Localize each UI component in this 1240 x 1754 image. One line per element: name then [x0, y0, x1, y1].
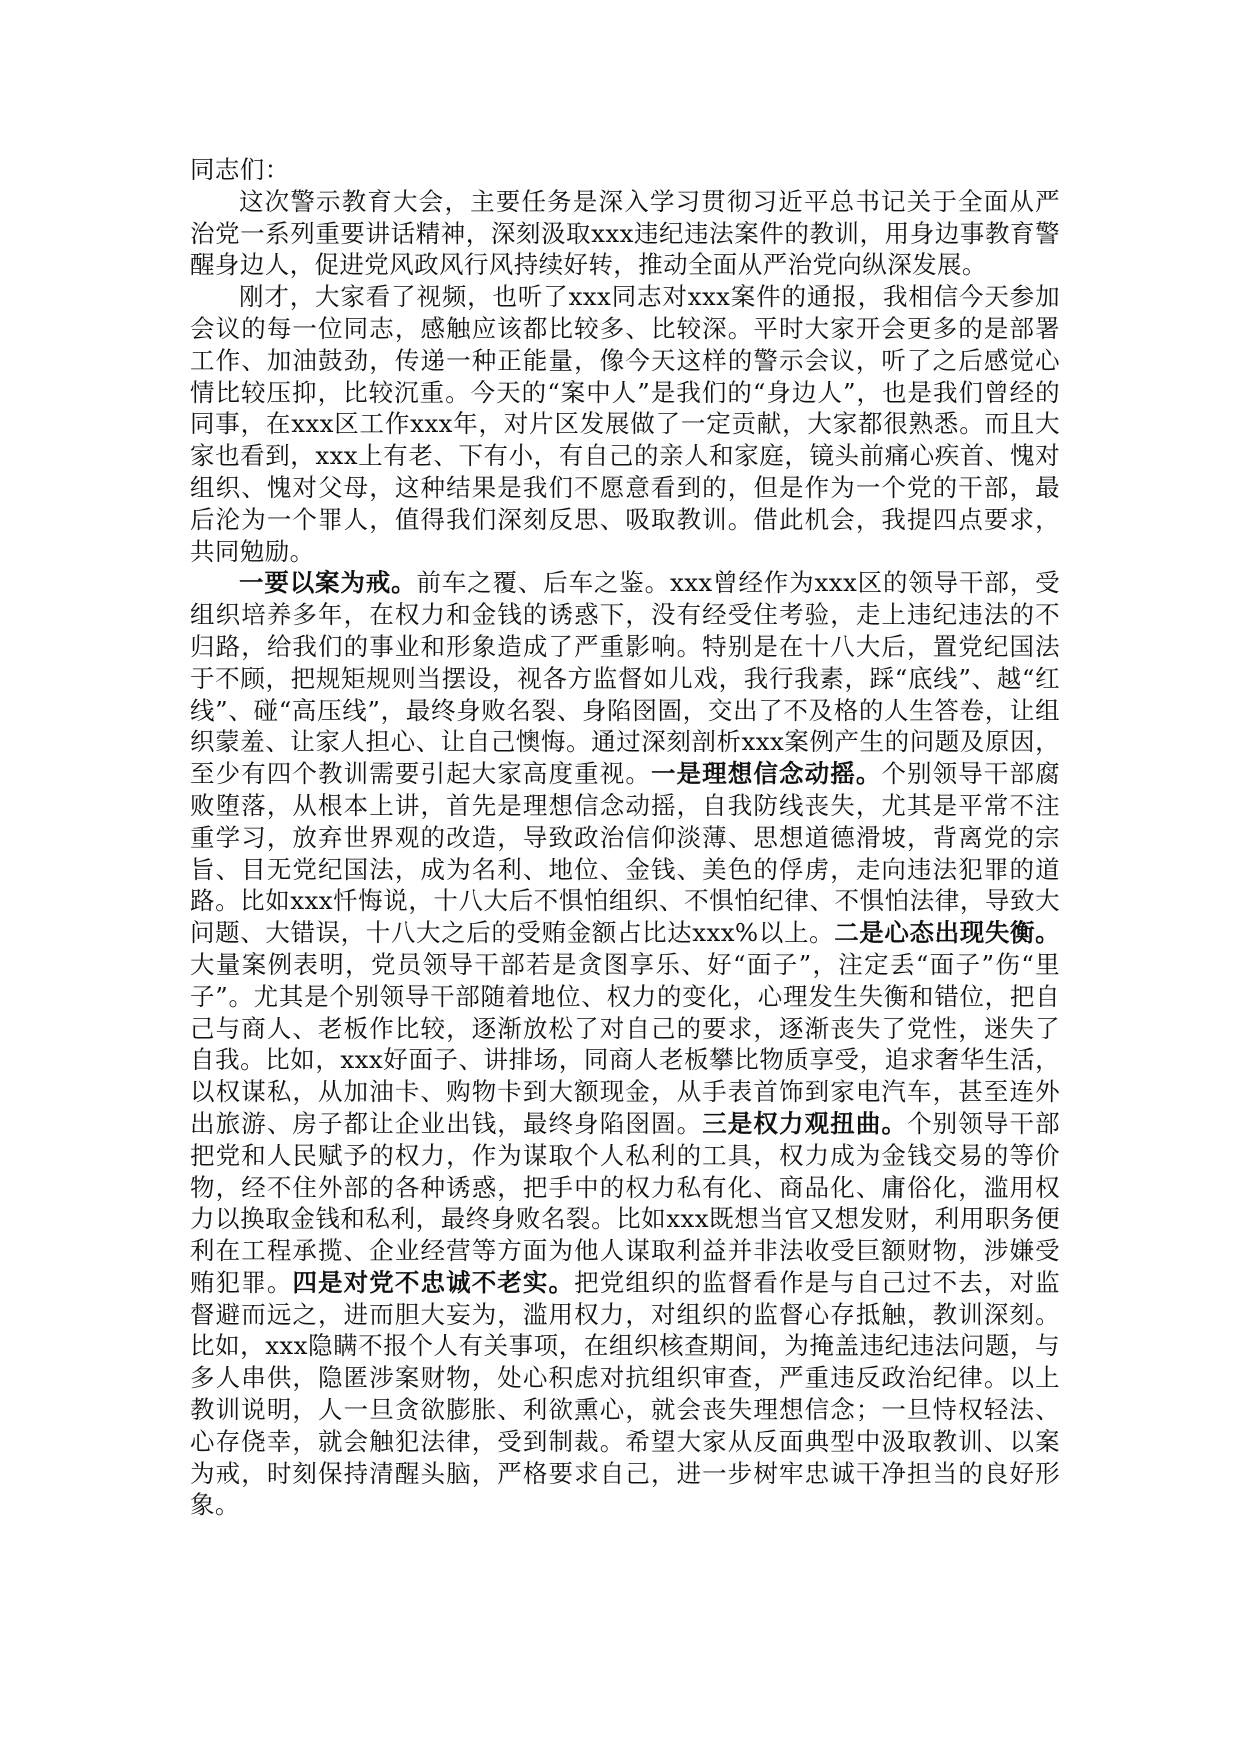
- section-intro: 前车之覆、后车之鉴。xxx曾经作为xxx区的领导干部，受组织培养多年，在权力和金钱的诱惑下，没有经受住考验，走上违纪违法的不归路，给我们的事业和形象造成了严重影响。特别是在十八大后，置党纪国法于不顾，把规矩规则当摆设，视各方监督如儿戏，我行我素，踩“底线”、越“红线”、碰“高压线”，最终身败名裂、身陷囹圄，交出了不及格的人生答卷，让组织蒙羞、让家人担心、让自己懊悔。通过深刻剖析xxx案例产生的问题及原因，至少有四个教训需要引起大家高度重视。: [190, 568, 1060, 789]
- paragraph-opening: 这次警示教育大会，主要任务是深入学习贯彻习近平总书记关于全面从严治党一系列重要讲话精神，深刻汲取xxx违纪违法案件的教训，用身边事教育警醒身边人，促进党风政风行风持续好转，推动全面从严治党向纵深发展。: [190, 186, 1060, 280]
- lesson-one-label: 一是理想信念动摇。: [650, 759, 882, 789]
- lesson-one-text: 个别领导干部腐败堕落，从根本上讲，首先是理想信念动摇，自我防线丧失，尤其是平常不注重学习，放弃世界观的改造，导致政治信仰淡薄、思想道德滑坡，背离党的宗旨、目无党纪国法，成为名利、地位、金钱、美色的俘虏，走向违法犯罪的道路。比如xxx忏悔说，十八大后不惧怕组织、不惧怕纪律、不惧怕法律，导致大问题、大错误，十八大之后的受贿金额占比达xxx%以上。: [190, 759, 1060, 948]
- lesson-four-label: 四是对党不忠诚不老实。: [292, 1267, 575, 1297]
- lesson-three-label: 三是权力观扭曲。: [702, 1108, 908, 1138]
- paragraph-context: 刚才，大家看了视频，也听了xxx同志对xxx案件的通报，我相信今天参加会议的每一位同志，感触应该都比较多、比较深。平时大家开会更多的是部署工作、加油鼓劲，传递一种正能量，像今天这样的警示会议，听了之后感觉心情比较压抑，比较沉重。今天的“案中人”是我们的“身边人”，也是我们曾经的同事，在xxx区工作xxx年，对片区发展做了一定贡献，大家都很熟悉。而且大家也看到，xxx上有老、下有小，有自己的亲人和家庭，镜头前痛心疾首、愧对组织、愧对父母，这种结果是我们不愿意看到的，但是作为一个党的干部，最后沦为一个罪人，值得我们深刻反思、吸取教训。借此机会，我提四点要求，共同勉励。: [190, 282, 1060, 566]
- lesson-two-label: 二是心态出现失衡。: [834, 918, 1061, 948]
- lesson-two-text: 大量案例表明，党员领导干部若是贪图享乐、好“面子”，注定丢“面子”伤“里子”。尤其是个别领导干部随着地位、权力的变化，心理发生失衡和错位，把自己与商人、老板作比较，逐渐放松了对自己的要求，逐渐丧失了党性，迷失了自我。比如，xxx好面子、讲排场，同商人老板攀比物质享受，追求奢华生活，以权谋私，从加油卡、购物卡到大额现金，从手表首饰到家电汽车，甚至连外出旅游、房子都让企业出钱，最终身陷囹圄。: [190, 949, 1060, 1138]
- lesson-three-text: 个别领导干部把党和人民赋予的权力，作为谋取个人私利的工具，权力成为金钱交易的等价物，经不住外部的各种诱惑，把手中的权力私有化、商品化、庸俗化，滥用权力以换取金钱和私利，最终身败名裂。比如xxx既想当官又想发财，利用职务便利在工程承揽、企业经营等方面为他人谋取利益并非法收受巨额财物，涉嫌受贿犯罪。: [190, 1108, 1061, 1297]
- section-heading: 一要以案为戒。: [239, 568, 417, 598]
- salutation: 同志们：: [190, 155, 290, 184]
- document-page: [190, 154, 1060, 1521]
- paragraph-section-one: [190, 567, 1060, 1521]
- lesson-four-text: 把党组织的监督看作是与自己过不去，对监督避而远之，进而胆大妄为，滥用权力，对组织的监督心存抵触，教训深刻。比如，xxx隐瞒不报个人有关事项，在组织核查期间，为掩盖违纪违法问题，与多人串供，隐匿涉案财物，处心积虑对抗组织审查，严重违反政治纪律。以上教训说明，人一旦贪欲膨胀、利欲熏心，就会丧失理想信念；一旦恃权轻法、心存侥幸，就会触犯法律，受到制裁。希望大家从反面典型中汲取教训、以案为戒，时刻保持清醒头脑，严格要求自己，进一步树牢忠诚干净担当的良好形象。: [190, 1267, 1060, 1520]
